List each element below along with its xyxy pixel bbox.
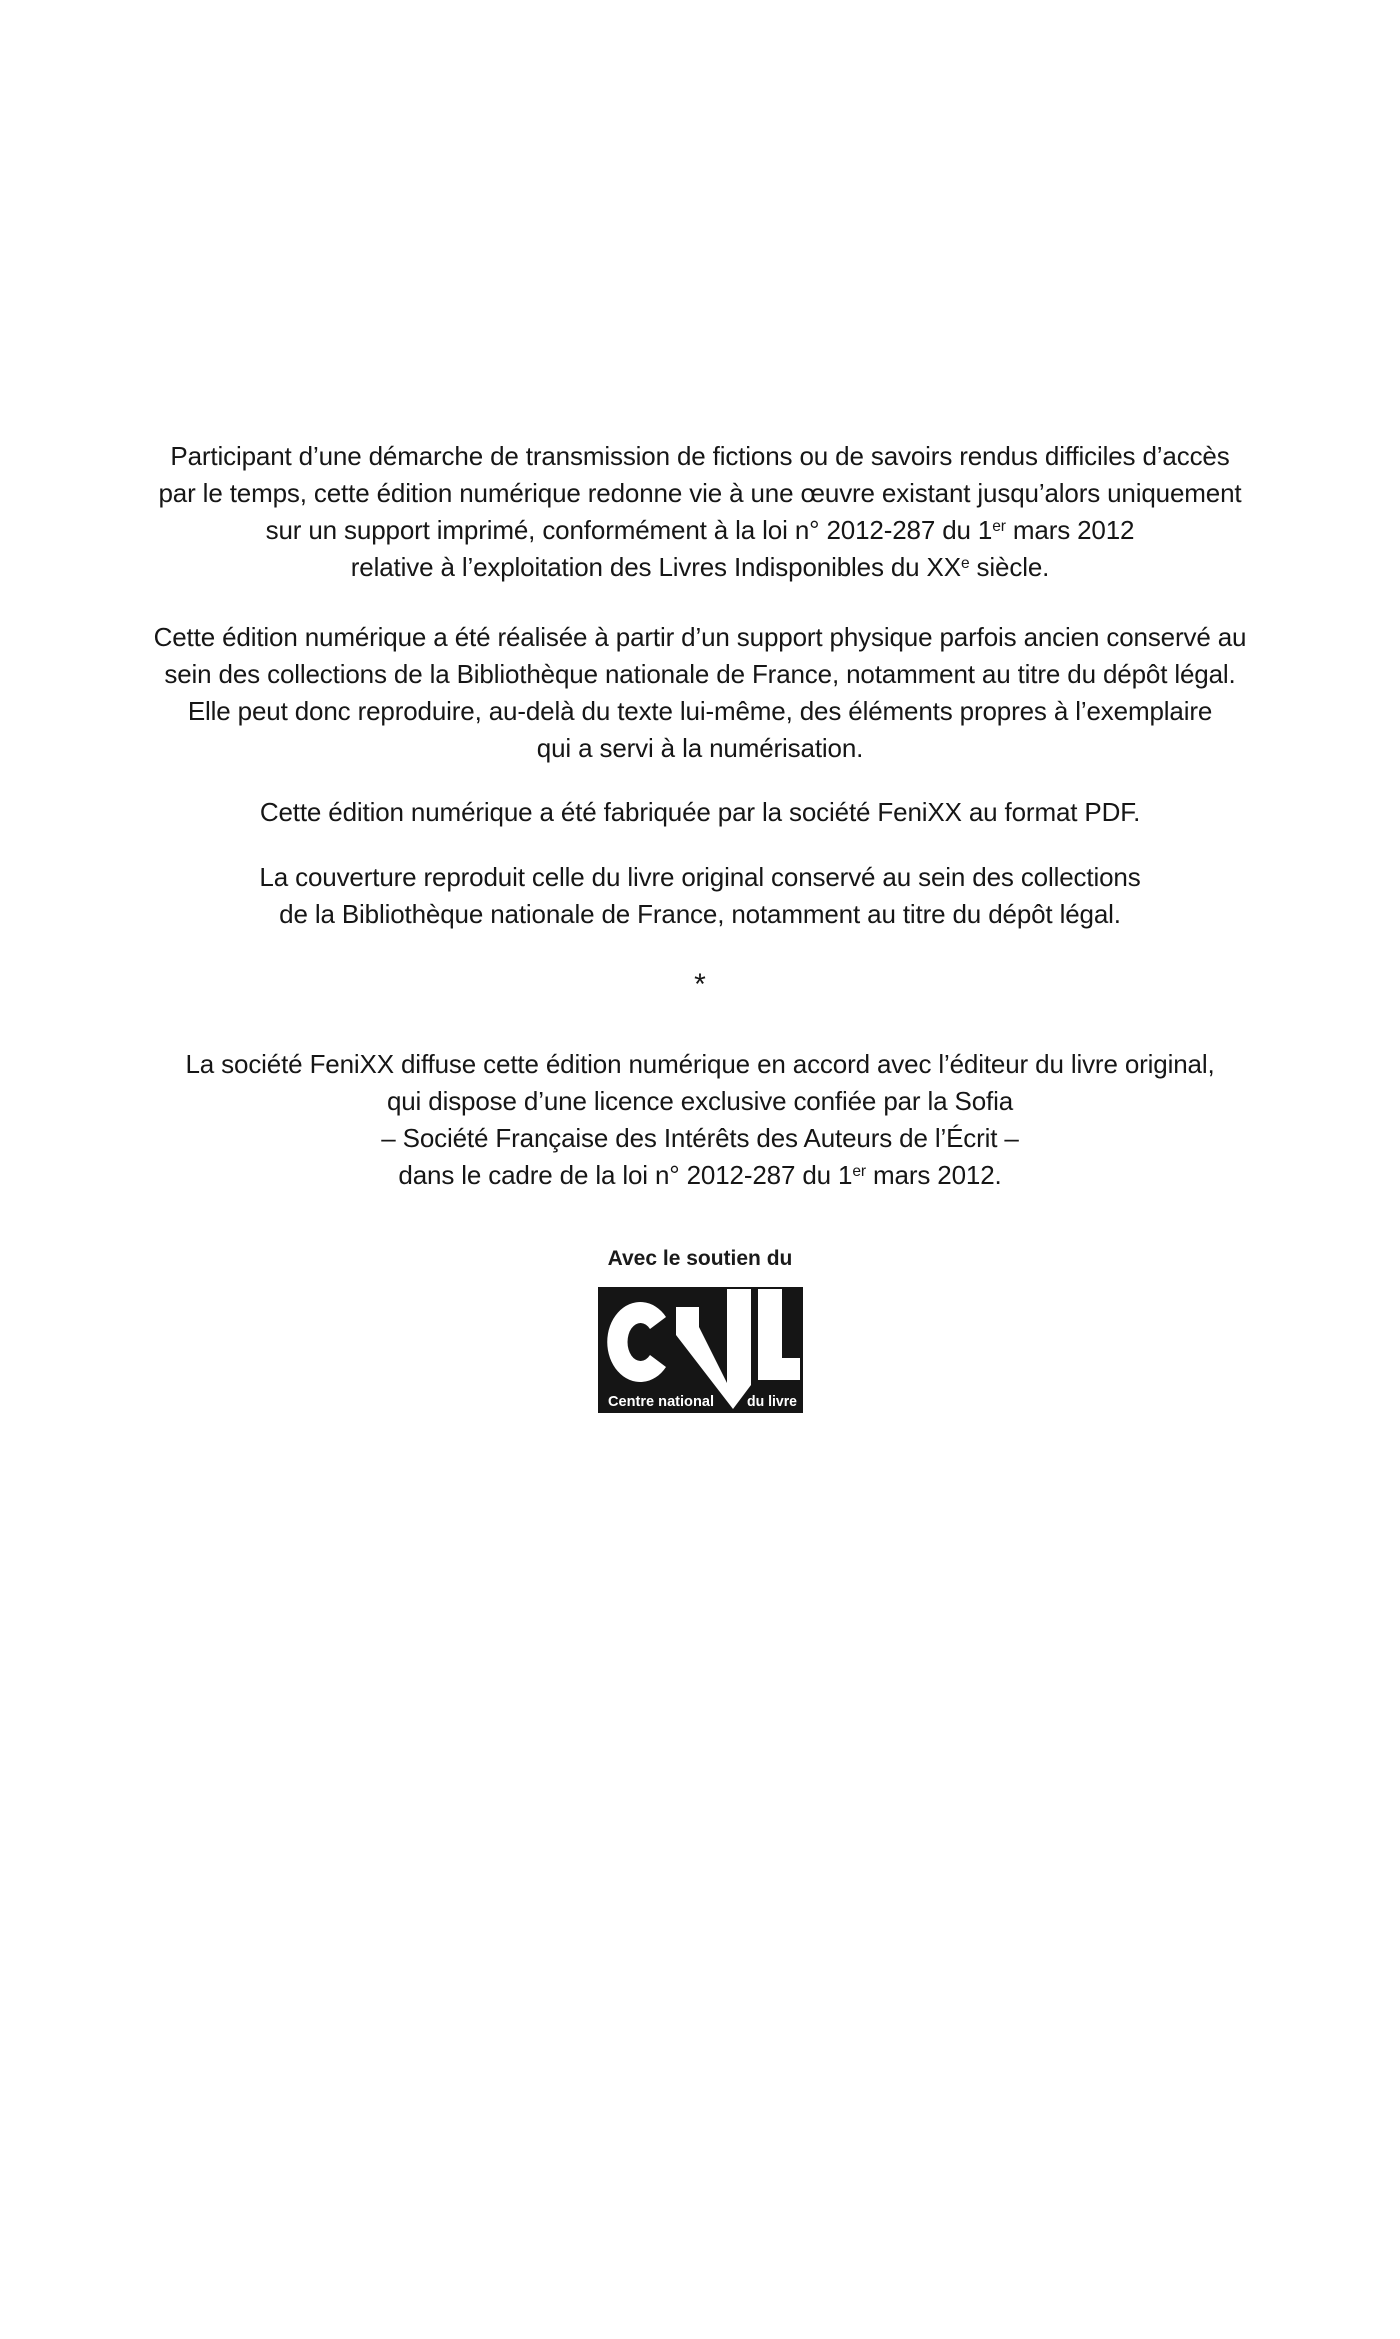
asterisk-separator: *: [694, 968, 706, 1001]
text-line: [0, 549, 1400, 586]
text-line: Cette édition numérique a été fabriquée par la société FeniXX au format PDF.: [259, 797, 1141, 827]
cnl-support-tagline: Avec le soutien du: [607, 1247, 793, 1270]
book-page: [0, 438, 1400, 2339]
text-segment: mars 2012.: [865, 1160, 1002, 1190]
fenixx-pdf-paragraph: [0, 794, 1400, 831]
superscript-er: er: [852, 1163, 866, 1181]
text-line: La société FeniXX diffuse cette édition numérique en accord avec l’éditeur du livre original,: [185, 1049, 1215, 1079]
superscript-e: e: [960, 555, 970, 573]
diffusion-license-paragraph: [0, 1046, 1400, 1194]
edition-notice-paragraph: [0, 438, 1400, 586]
text-line: [0, 1157, 1400, 1194]
cnl-caption-left: Centre national: [607, 1393, 714, 1410]
text-line: de la Bibliothèque nationale de France, notamment au titre du dépôt légal.: [279, 899, 1121, 929]
text-segment: relative à l’exploitation des Livres Indisponibles du XX: [350, 552, 961, 582]
cnl-logo-container: [0, 1287, 1400, 1418]
text-segment: mars 2012: [1005, 515, 1135, 545]
text-line: Cette édition numérique a été réalisée à partir d’un support physique parfois ancien conservé au: [153, 622, 1247, 652]
cnl-caption-right: du livre: [746, 1393, 797, 1410]
text-line: – Société Française des Intérêts des Auteurs de l’Écrit –: [381, 1123, 1019, 1153]
text-line: La couverture reproduit celle du livre original conservé au sein des collections: [259, 862, 1141, 892]
text-line: Elle peut donc reproduire, au-delà du texte lui-même, des éléments propres à l’exemplaire: [187, 696, 1213, 726]
bnf-source-paragraph: [0, 619, 1400, 767]
cnl-logo: [598, 1287, 803, 1413]
text-line: qui dispose d’une licence exclusive confiée par la Sofia: [386, 1086, 1014, 1116]
cover-notice-paragraph: [0, 859, 1400, 933]
text-line: [0, 512, 1400, 549]
text-segment: sur un support imprimé, conformément à la loi n° 2012-287 du 1: [265, 515, 993, 545]
superscript-er: er: [992, 518, 1006, 536]
text-line: sein des collections de la Bibliothèque nationale de France, notamment au titre du dépôt légal.: [164, 659, 1236, 689]
text-line: qui a servi à la numérisation.: [536, 733, 864, 763]
text-segment: dans le cadre de la loi n° 2012-287 du 1: [398, 1160, 853, 1190]
text-line: par le temps, cette édition numérique redonne vie à une œuvre existant jusqu’alors uniquement: [158, 478, 1242, 508]
text-segment: siècle.: [969, 552, 1050, 582]
text-line: Participant d’une démarche de transmission de fictions ou de savoirs rendus difficiles d’accès: [170, 441, 1230, 471]
